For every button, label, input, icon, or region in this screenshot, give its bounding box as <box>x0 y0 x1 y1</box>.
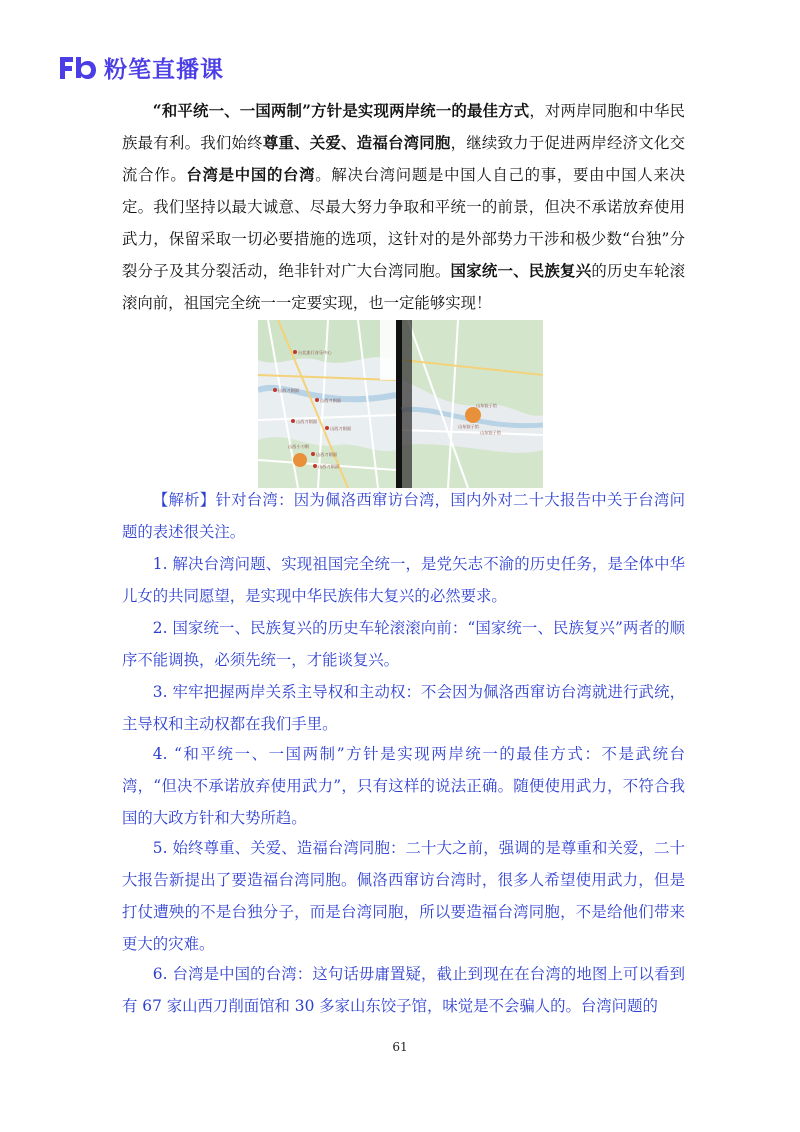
map-left-label: 山西刀削面 <box>278 388 299 393</box>
analysis-point-3: 3. 牢牢把握两岸关系主导权和主动权：不会因为佩洛西窜访台湾就进行武统，主导权和主动权都在我们手里。 <box>122 683 685 733</box>
intro-bold-4: 国家统一、民族复兴 <box>450 262 592 280</box>
analysis-point-4: 4. “和平统一、一国两制”方针是实现两岸统一的最佳方式：不是武统台湾，“但决不承诺放弃使用武力”，只有这样的说法正确。随便使用武力，不符合我国的大政方针和大势所趋。 <box>122 745 685 827</box>
intro-bold-1: “和平统一、一国两制”方针是实现两岸统一的最佳方式 <box>152 102 530 120</box>
map-left-label: 山西刀削面 <box>320 398 341 403</box>
intro-text-4: 的历史车轮滚滚向前，祖国完全统一一定要实现，也一定能够实现！ <box>122 262 685 312</box>
taiwan-map-screenshot <box>258 320 543 488</box>
intro-bold-3: 台湾是中国的台湾 <box>186 166 316 184</box>
intro-text-1: ，对两岸同胞和中华民族最有利。我们始终 <box>122 102 685 152</box>
analysis-point-5: 5. 始终尊重、关爱、造福台湾同胞：二十大之前，强调的是尊重和关爱，二十大报告新提出了要造福台湾同胞。佩洛西窜访台湾时，很多人希望使用武力，但是打仗遭殃的不是台独分子，而是台湾同胞，所以要造福台湾同胞，不是给他们带来更大的灾难。 <box>122 839 685 953</box>
intro-paragraph <box>122 95 685 319</box>
intro-text-3: 。解决台湾问题是中国人自己的事，要由中国人来决定。我们坚持以最大诚意、尽最大努力争取和平统一的前景，但决不承诺放弃使用武力，保留采取一切必要措施的选项，这针对的是外部势力干涉和极少数“台独”分裂分子及其分裂活动，绝非针对广大台湾同胞。 <box>122 166 685 280</box>
analysis-point-2: 2. 国家统一、民族复兴的历史车轮滚滚向前：“国家统一、民族复兴”两者的顺序不能调换，必须先统一，才能谈复兴。 <box>122 619 685 669</box>
intro-text-2: ，继续致力于促进两岸经济文化交流合作。 <box>122 134 685 184</box>
analysis-point-6: 6. 台湾是中国的台湾：这句话毋庸置疑，截止到现在在台湾的地图上可以看到有 67 家山西刀削面馆和 30 多家山东饺子馆，味觉是不会骗人的。台湾问题的 <box>122 965 685 1015</box>
fb-logo-icon <box>58 53 98 81</box>
map-left-label: 山西刀削面 <box>296 419 317 424</box>
map-right-label: 山东饺子馆 <box>458 424 479 429</box>
intro-bold-2: 尊重、关爱、造福台湾同胞 <box>262 134 451 152</box>
map-pin-left <box>293 453 307 467</box>
map-right-label: 山东饺子馆 <box>480 430 501 435</box>
analysis-point-1: 1. 解决台湾问题、实现祖国完全统一，是党矢志不渝的历史任务，是全体中华儿女的共同愿望，是实现中华民族伟大复兴的必然要求。 <box>122 555 685 605</box>
map-left-panel <box>258 320 396 488</box>
page-number: 61 <box>392 1040 408 1054</box>
map-right-panel <box>402 320 543 488</box>
brand-name: 粉笔直播课 <box>104 56 224 83</box>
brand-logo <box>58 52 224 82</box>
map-left-label: 山西刀削面 <box>318 464 339 469</box>
map-right-label: 山东饺子馆 <box>476 403 497 408</box>
map-pin-right <box>465 407 481 423</box>
map-left-label: 山西刀削面 <box>330 426 351 431</box>
map-left-label: 台北流行音乐中心 <box>298 350 332 355</box>
analysis-intro: 【解析】针对台湾：因为佩洛西窜访台湾，国内外对二十大报告中关于台湾问题的表述很关注。 <box>122 491 685 541</box>
map-left-label: 山西刀削面 <box>316 452 337 457</box>
map-left-label: 山西小刀削 <box>288 444 309 449</box>
